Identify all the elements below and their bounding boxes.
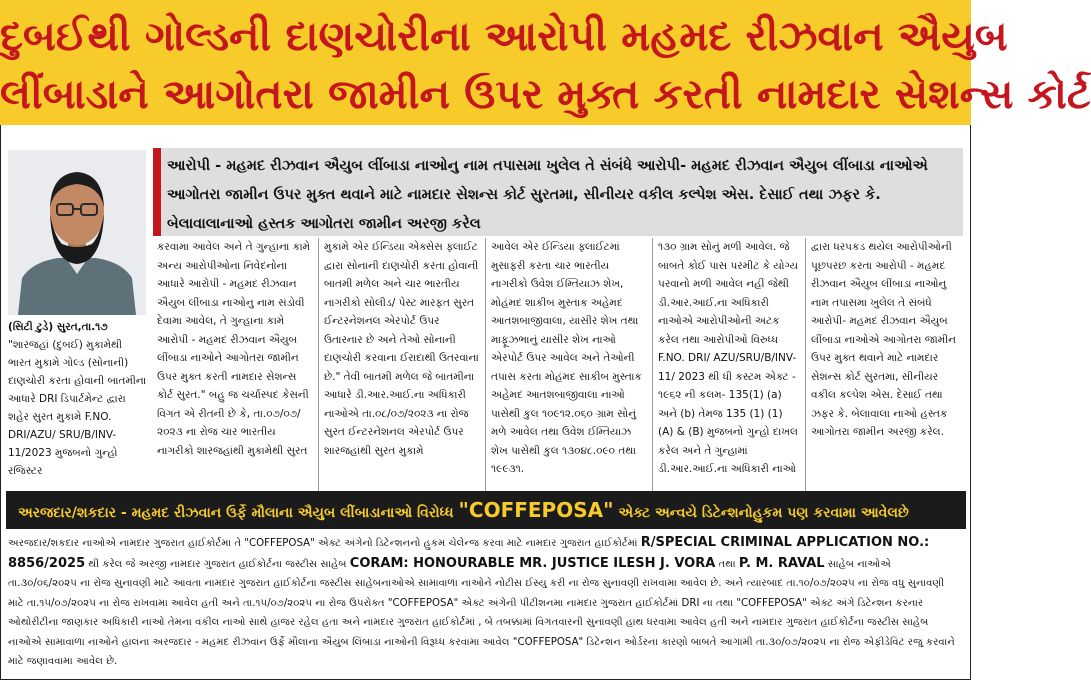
bottom-text-3: તથા (718, 558, 736, 570)
bottom-paragraph (8, 533, 963, 675)
article-column-4: ૧૩૦ ગ્રામ સોનું મળી આવેલ. જે બાબતે કોઈ પાસ પરમીટ કે યોગ્ય પરવાનો મળી આવેલ નહીં જેથી ડી.આર.આઈ.ના અધિકારી નાઓએ આરોપીઓની અટક કરેલ તથા આરોપીઓ વિરુધ્ધ F.NO. DRI/ AZU/SRU/B/INV- 11/ 2023 થી ધી કસ્ટમ એક્ટ - ૧૯૬૨ ની કલમ- 135(1) (a) અને (b) તેમજ 135 (1) (1) (A) & (B) મુજબનો ગુન્હો દાખલ કરેલ અને તે ગુન્હામાં ડી.આર.આઈ.ના અધિકારી નાઓ (658, 241, 799, 475)
article-column-3: આવેલ એર ઈન્ડિયા ફ્લાઈટમાં મુસાફરી કરતા ચાર ભારતીય નાગરીકો ઉવેશ ઈમ્તિયાઝ શેખ, મોહંમદ શાકીબ મુસ્તાક અહેમદ આતશબાજીવાલા, યાસીર શેખ તથા માફૂઝભાનું યાસીર શેખ નાઓ એરપોર્ટ ઉપર આવેલ અને તેઓની તપાસ કરતા મોહંમદ સાકીબ મુસ્તાક અહેમદ આતશબાજીવાલા નાઓ પાસેથી કુલ ૧૦૯૧૨.૦૬૦ ગ્રામ સોનું મળે આવેલ તથા ઉવેશ ઈમ્તિયાઝ શેખ પાસેથી કુલ ૧૩૦૪૮.૦૯૦ તથા ૧૯૯૩૧. (491, 241, 642, 475)
lead-text: આરોપી - મહમદ રીઝવાન ઐયુબ લીંબાડા નાઓનુ નામ તપાસમા ખુલેલ તે સંબંધે આરોપી- મહમદ રીઝવાન ઐયુબ લીંબાડા નાઓએ આગોતરા જામીન ઉપર મુક્ત થવાને માટે નામદાર સેશન્સ કોર્ટ સુરતમા, સીનીયર વકીલ કલ્પેશ એસ. દેસાઈ તથા ઝફર કે. બેલાવાલાનાઓ હસ્તક આગોતરા જામીન અરજી કરેલ (167, 158, 928, 232)
lead-paragraph (153, 148, 963, 236)
bottom-text-2: થી કરેલ જે અરજી નામદાર ગુજરાત હાઈકોર્ટના જસ્ટીસ સાહેબ (88, 558, 347, 570)
column-divider (652, 238, 653, 496)
coram-justice: CORAM: HONOURABLE MR. JUSTICE ILESH J. VORA (349, 555, 716, 571)
headline-line-2: લીંબાડાને આગોતરા જામીન ઉપર મુક્ત કરતી નામદાર સેશન્સ કોર્ટ (0, 70, 1091, 118)
headline-banner (0, 0, 1091, 125)
headline-line-1: દુબઈથી ગોલ્ડની દાણચોરીના આરોપી મહમદ રીઝવાન ઐયુબ (0, 12, 1008, 60)
left-column-body: "શારજહાં (દુબઈ) મુકામેથી ભારત મુકામે ગોલ્ડ (સોનાની) દાણચોરી કરતા હોવાની બાતમીના આધારે DRI ડિપાર્ટમેન્ટ દ્વારા શહેર સુરત મુકામે F.NO. DRI/AZU/ SRU/B/INV-11/2023 મુજબનો ગુન્હો રજિસ્ટર (8, 339, 147, 477)
bottom-text-1: અરજદાર/શકદાર નાઓએ નામદાર ગુજરાત હાઈકોર્ટમા તે "COFFEPOSA" એક્ટ અંગેનો ડિટેન્શનનો હુકમ ચેલેન્જ કરવા માટે નામદાર ગુજરાત હાઈકોર્ટમાં (8, 538, 638, 549)
subheadline-coffeposa: "COFFEPOSA" (458, 498, 614, 522)
article-column-2: મુકામે એર ઈન્ડિયા એક્સેસ ફ્લાઈટ દ્વારા સોનાની દાણચોરી કરતા હોવાની બાતમી મળેલ અને ચાર ભારતીય નાગરીકો સોલીડ/ પેસ્ટ મારફત સુરત ઈન્ટરનેશનલ એરપોર્ટ ઉપર ઉતારનાર છે અને તેઓ સોનાની દાણચોરી કરવાના ઈરાદાથી ઉતરવાના છે." તેવી બાતમી મળેલ જે બાતમીના આધારે ડી.આર.આઈ.ના અધિકારી નાઓએ તા.૦૮/૦૭/૨૦૨૩ ના રોજ સુરત ઈન્ટરનેશનલ એરપોર્ટ ઉપર શારજહાંથી સુરત મુકામે (324, 241, 479, 457)
left-column (8, 318, 148, 496)
portrait-illustration (8, 150, 146, 315)
column-divider (318, 238, 319, 496)
accused-photo (8, 150, 146, 315)
article-column-5: દ્વારા ધરપકડ થયેલ આરોપીઓની પૂછપરછ કરતા આરોપી - મહમદ રીઝવાન ઐયુબ લીંબાડા નાઓનુ નામ તપાસમા ખુલેલ તે સંબંધે આરોપી- મહમદ રીઝવાન ઐયુબ લીંબાડા નાઓએ આગોતરા જામીન ઉપર મુક્ત થવાને માટે નામદાર સેશન્સ કોર્ટ સુરતમા, સીનીયર વકીલ કલ્પેશ એસ. દેસાઈ તથા ઝફર કે. બેલાવાલા નાઓ હસ્તક આગોતરા જામીન અરજી કરેલ. (811, 241, 956, 438)
column-divider (485, 238, 486, 496)
subheadline-bar (6, 491, 966, 529)
application-number: R/SPECIAL CRIMINAL APPLICATION NO.: 8856/2025 (8, 535, 930, 571)
bottom-text-4: સાહેબ નાઓએ તા.૩૦/૦૬/૨૦૨૫ ના રોજ સુનાવણી માટે આવતા નામદાર ગુજરાત હાઈકોર્ટના જસ્ટીસ સાહેબનાઓએ સામાવાળા નાઓને નોટીસ ઈસ્યુ કરી ના રોજ સુનાવણી રાખવામા આવેલ છે. અને ત્યારબાદ તા.૧૦/૦૭/૨૦૨૫ ના રોજ વધુ સુનાવણી માટે તા.૧૫/૦૭/૨૦૨૫ ના રોજ રાખવામા આવેલ હતી અને તા.૧૫/૦૭/૨૦૨૫ ના રોજ ઉપરોક્ત "COFFEPOSA" એક્ટ અંગેની પીટીશનમા નામદાર ગુજરાત હાઈકોર્ટમાં DRI ના તથા "COFFEPOSA" એક્ટ અંગે ડિટેન્શન કરનાર ઓથોરીટીના જાણકાર અધિકારી નાઓ તેમના વકીલ નાઓ સાથે હાજર રહેલ હતા અને નામદાર ગુજરાત હાઈકોર્ટમાં , બે તબક્કામાં વિગતવારની સુનાવણી હાથ ધરવામા આવેલ હતી અને નામદાર ગુજરાત હાઈકોર્ટના જસ્ટીસ સાહેબ નાઓએ સામાવાળા નાઓને હાલના અરજદાર - મહમદ રીઝવાન ઉર્ફે મૌલાના ઐયુબ લિંબાડા નાઓની વિરૂધ્ધ કરવામા આવેલ "COFFEPOSA" ડિટેન્શન ઓર્ડરના કારણો બાબતે આગામી તા.૩૦/૦૭/૨૦૨૫ ના રોજ એફીડેવિટ રજુ કરવાને માટે જણાવવામા આવેલ છે. (8, 558, 955, 667)
article-column-1: કરવામા આવેલ અને તે ગુન્હાના કામે અન્ય આરોપીઓના નિવેદનોના આધારે આરોપી - મહમદ રીઝવાન ઐયુબ લીંબાડા નાઓનુ નામ સંડોવી દેવામા આવેલ, તે ગુન્હાના કામે આરોપી - મહમદ રીઝવાન ઐયુબ લીંબાડા નાઓને આગોતરા જામીન ઉપર મુક્ત કરતી નામદાર સેશન્સ કોર્ટ સુરત." બહુ જ ચર્ચાસ્પદ કેસની વિગત એ રીતની છે કે, તા.૦૭/૦૭/ ૨૦૨૩ ના રોજ ચાર ભારતીય નાગરીકો શારજહાંથી મુકામેથી સુરત (157, 241, 311, 457)
subheadline-pre: અરજદાર/શકદાર - મહમદ રીઝવાન ઉર્ફે મૌલાના ઐયુબ લીંબાડાનાઓ વિરોધ્ધ (18, 505, 454, 521)
subheadline-post: એક્ટ અન્વયે ડિટેન્શનોહુકમ પણ કરવામા આવેલછે (618, 505, 909, 521)
lead-accent-bar (153, 148, 161, 236)
dateline: (સિટી ટુડે) સુરત,તા.૧૭ (8, 321, 108, 333)
justice-raval: P. M. RAVAL (738, 555, 825, 571)
column-divider (805, 238, 806, 496)
